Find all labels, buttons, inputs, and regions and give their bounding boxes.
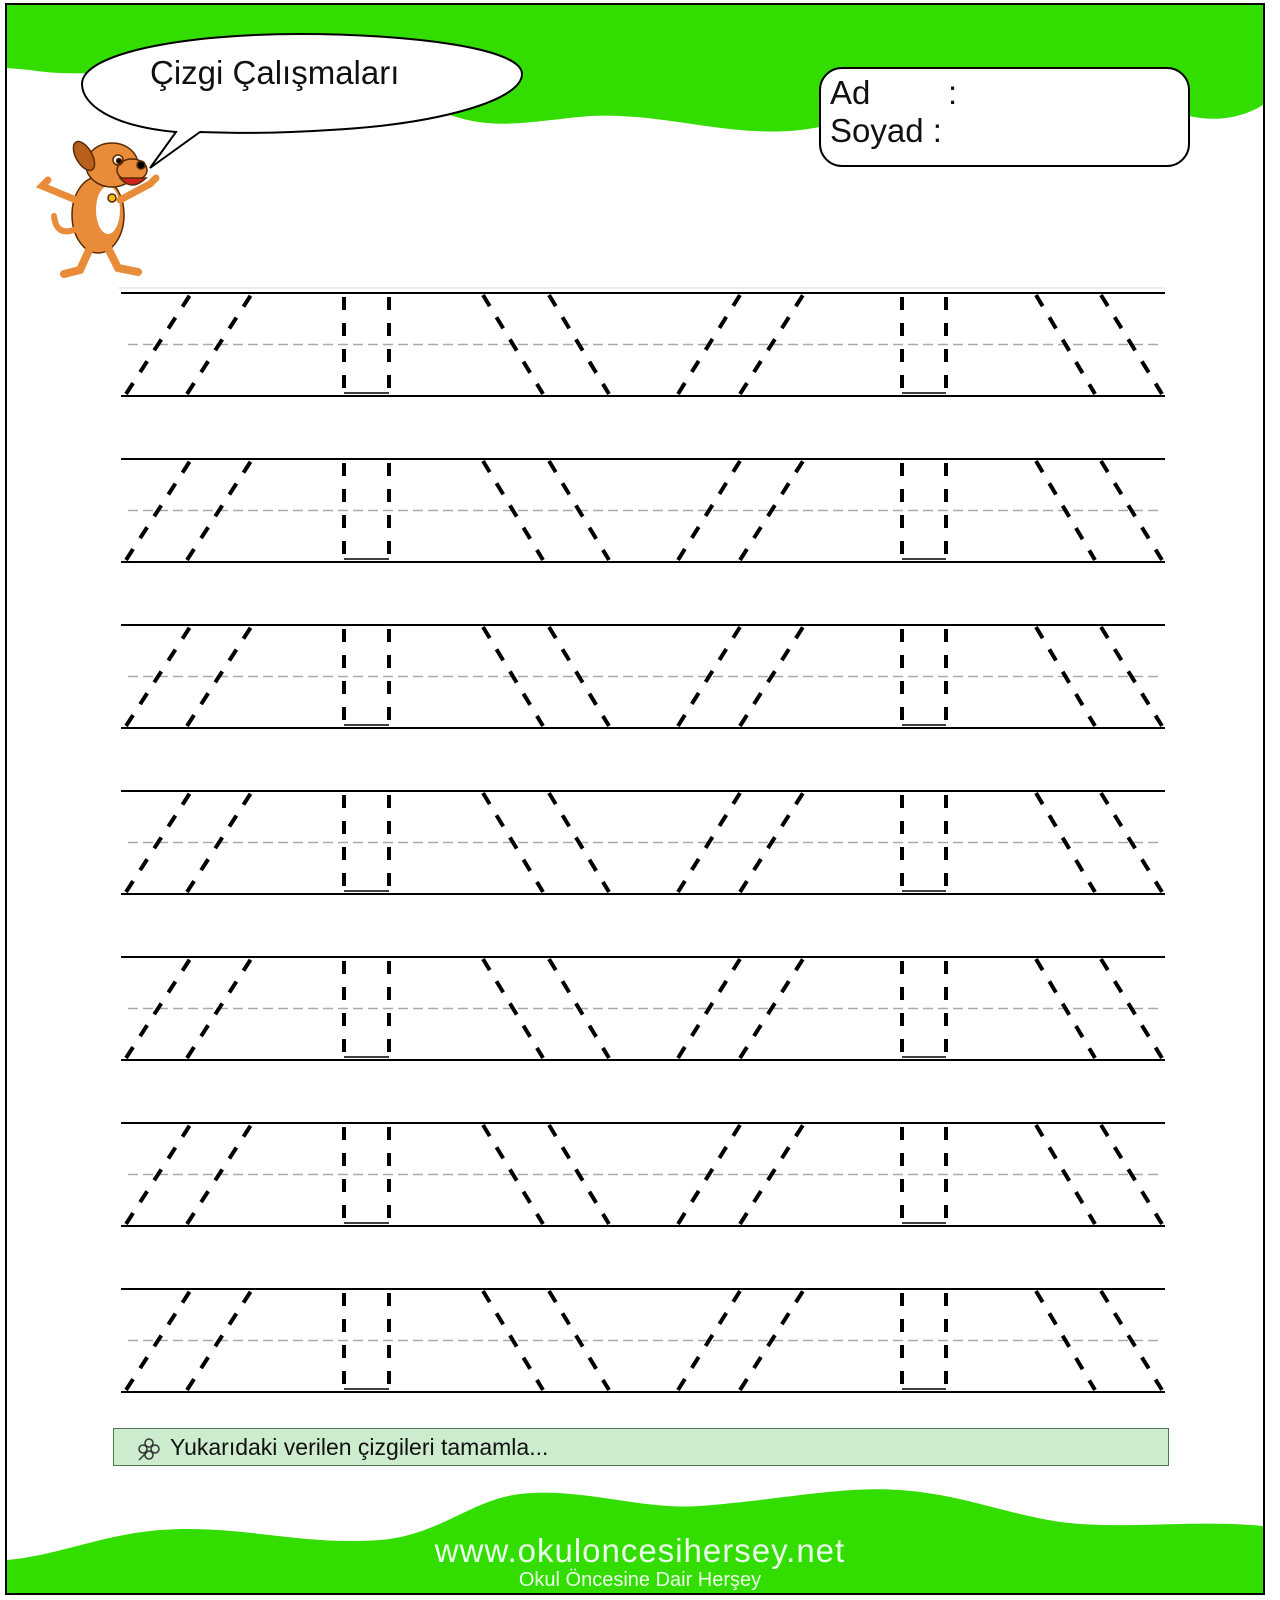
name-separator: : [948,74,958,111]
instruction-text: Yukarıdaki verilen çizgileri tamamla... [170,1434,549,1460]
flower-icon [136,1437,162,1461]
name-field [830,74,957,112]
name-label: Ad [830,74,871,111]
instruction-box [113,1428,1169,1466]
surname-separator: : [932,112,942,149]
page-border [6,4,1264,1594]
surname-field [830,112,942,150]
footer-url: www.okuloncesihersey.net [434,1532,846,1569]
footer-tagline: Okul Öncesine Dair Herşey [518,1569,762,1591]
page-title: Çizgi Çalışmaları [150,54,400,91]
surname-label: Soyad [830,112,924,149]
